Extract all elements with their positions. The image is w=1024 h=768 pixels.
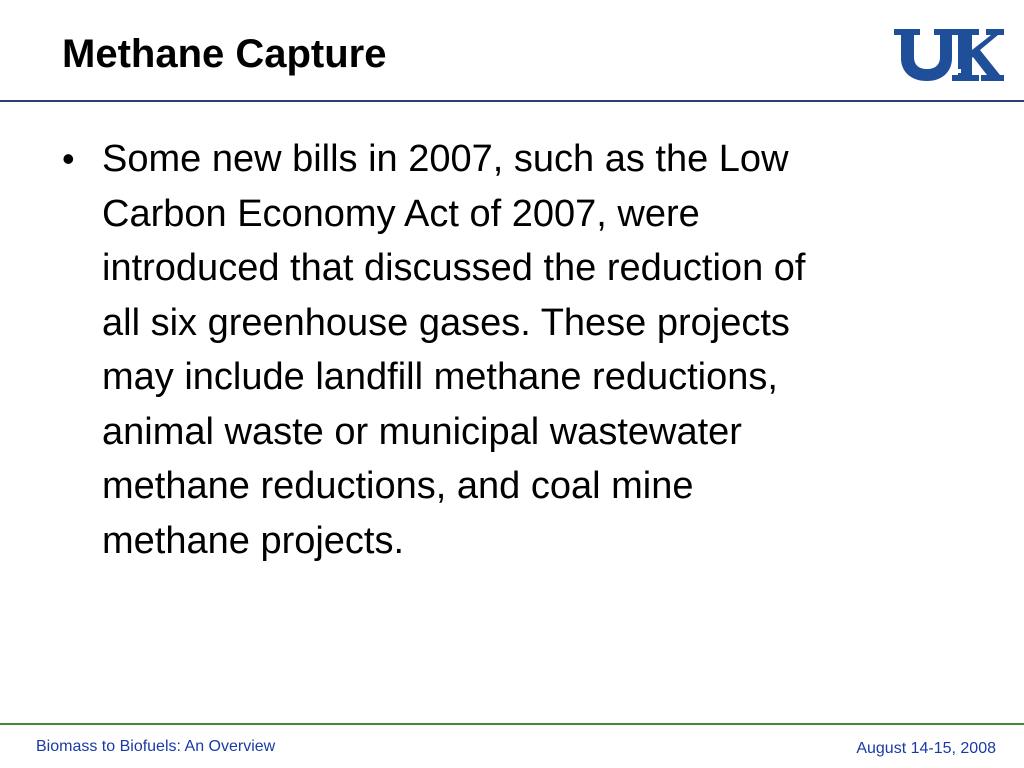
bullet-line: Some new bills in 2007, such as the Low	[102, 138, 789, 180]
bullet-line: methane reductions, and coal mine	[102, 465, 694, 507]
footer-date: August 14-15, 2008	[856, 740, 996, 757]
bullet-line: all six greenhouse gases. These projects	[102, 301, 790, 344]
list-item	[62, 132, 962, 568]
bullet-line: methane projects.	[102, 519, 405, 562]
bullet-line: Carbon Economy Act of 2007, were	[102, 192, 700, 235]
bullet-icon: •	[62, 138, 75, 179]
title-divider	[0, 100, 1024, 102]
bullet-text	[102, 132, 952, 568]
bullet-line: introduced that discussed the reduction of	[102, 247, 806, 289]
bullet-list	[62, 132, 962, 568]
bullet-line: may include landfill methane reductions,	[102, 356, 778, 398]
footer-divider	[0, 723, 1024, 725]
bullet-line: animal waste or municipal wastewater	[102, 410, 742, 453]
uk-logo-icon	[890, 26, 1004, 84]
footer-title: Biomass to Biofuels: An Overview	[36, 738, 276, 755]
page-title: Methane Capture	[62, 32, 387, 76]
